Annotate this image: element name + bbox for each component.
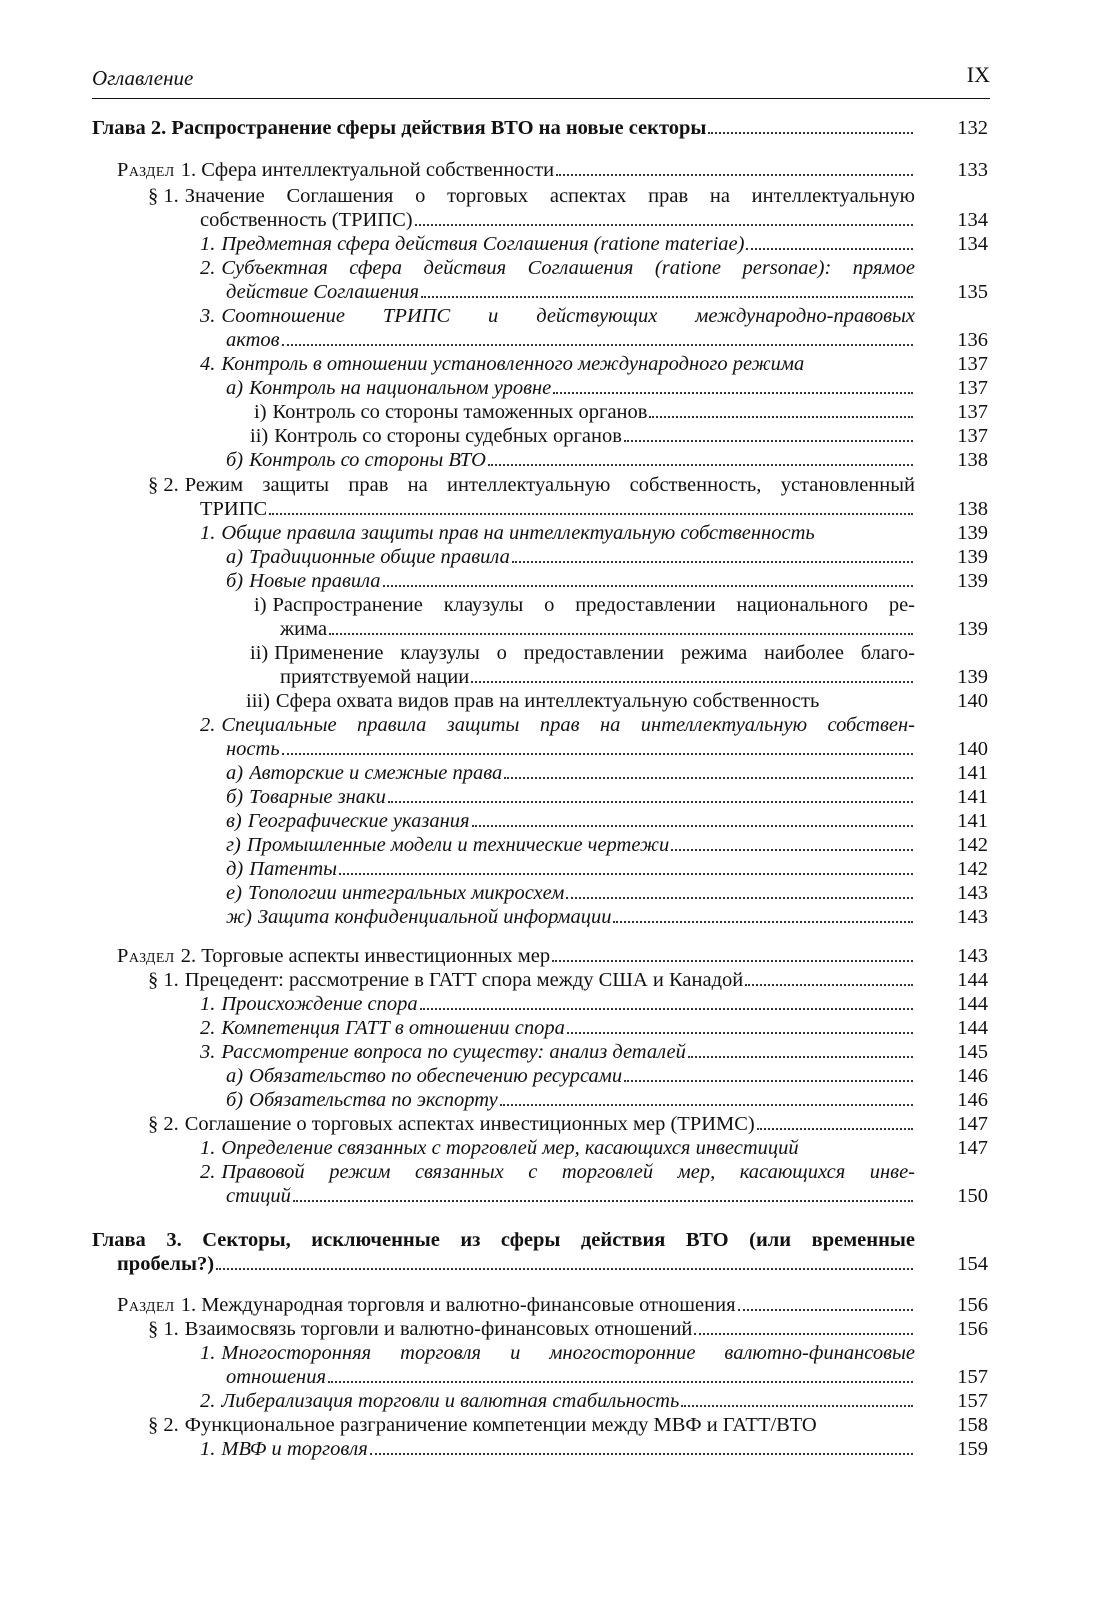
toc-entry bbox=[200, 352, 915, 376]
dot-leader bbox=[567, 1028, 913, 1034]
toc-entry bbox=[200, 1040, 915, 1064]
toc-entry-title: Глава 2. Распространение сферы действия ВТО на новые секторы bbox=[92, 117, 707, 139]
toc-entry bbox=[200, 304, 915, 328]
toc-entry-title: Традиционные общие правила bbox=[249, 546, 510, 568]
toc-entry-number: § 1. bbox=[148, 969, 179, 991]
toc-entry-title: Патенты bbox=[249, 858, 338, 880]
toc-entry-title: Глава 3. Секторы, исключенные из сферы действия ВТО (или временные bbox=[92, 1229, 915, 1251]
dot-leader bbox=[649, 412, 913, 418]
toc-page-number: 141 bbox=[957, 762, 988, 784]
dot-leader bbox=[708, 128, 913, 134]
toc-page-number: 135 bbox=[957, 281, 988, 303]
toc-page-number: 138 bbox=[957, 498, 988, 520]
dot-leader bbox=[681, 1401, 913, 1407]
toc-entry bbox=[200, 256, 915, 280]
toc-entry-number: § 2. bbox=[148, 1113, 179, 1135]
toc-page-number: 143 bbox=[957, 945, 988, 967]
toc-entry-number: § 2. bbox=[148, 1414, 179, 1436]
toc-entry bbox=[226, 833, 915, 857]
toc-entry-title: жима bbox=[280, 618, 328, 640]
toc-page-number: 147 bbox=[957, 1113, 988, 1135]
toc-entry-number: ж) bbox=[226, 906, 252, 928]
toc-entry-title: ность bbox=[226, 738, 280, 760]
toc-entry-number: а) bbox=[226, 762, 244, 784]
dot-leader bbox=[328, 1377, 913, 1383]
toc-page-number: 145 bbox=[957, 1041, 988, 1063]
toc-entry-number: ii) bbox=[250, 642, 269, 664]
toc-entry bbox=[250, 641, 915, 665]
toc-page-number: 146 bbox=[957, 1065, 988, 1087]
toc-page-number: 141 bbox=[957, 786, 988, 808]
toc-entry bbox=[226, 1088, 915, 1112]
toc-entry bbox=[92, 116, 915, 140]
toc-page-number: 139 bbox=[957, 522, 988, 544]
toc-page-number: 158 bbox=[957, 1414, 988, 1436]
toc-entry-title: Предметная сфера действия Соглашения (ratione materiae) bbox=[221, 233, 745, 255]
toc-entry-title: 1. Международная торговля и валютно-финансовые отношения bbox=[180, 1294, 736, 1316]
toc-page-number: 157 bbox=[957, 1390, 988, 1412]
toc-entry-title: Контроль со стороны таможенных органов bbox=[272, 401, 648, 423]
toc-entry-title: приятствуемой нации bbox=[280, 666, 470, 688]
toc-entry-title: отношения bbox=[226, 1366, 326, 1388]
toc-page-number: 146 bbox=[957, 1089, 988, 1111]
toc-entry-number: а) bbox=[226, 546, 244, 568]
toc-entry-title: МВФ и торговля bbox=[221, 1438, 368, 1460]
dot-leader bbox=[552, 956, 913, 962]
toc-page-number: 143 bbox=[957, 882, 988, 904]
toc-entry bbox=[226, 857, 915, 881]
toc-entry-title: Распространение клаузулы о предоставлении национального ре- bbox=[272, 594, 915, 616]
toc-entry-number: 1. bbox=[200, 993, 216, 1015]
toc-entry-title: Многосторонняя торговля и многосторонние валютно-финансовые bbox=[221, 1342, 915, 1364]
toc-entry-number: Раздел bbox=[117, 1294, 175, 1316]
dot-leader bbox=[738, 1305, 914, 1311]
toc-entry-number: б) bbox=[226, 449, 244, 471]
toc-entry-title: Определение связанных с торговлей мер, касающихся инвестиций bbox=[221, 1137, 799, 1159]
toc-entry-title: актов bbox=[226, 329, 280, 351]
toc-entry-title: Авторские и смежные права bbox=[249, 762, 503, 784]
toc-entry bbox=[226, 1365, 915, 1389]
toc-entry-title: Соглашение о торговых аспектах инвестиционных мер (ТРИМС) bbox=[184, 1113, 755, 1135]
toc-entry-number: 4. bbox=[200, 353, 216, 375]
toc-entry-title: Защита конфиденциальной информации bbox=[257, 906, 612, 928]
dot-leader bbox=[471, 677, 913, 683]
toc-entry-number: 1. bbox=[200, 1438, 216, 1460]
toc-entry bbox=[246, 689, 915, 713]
toc-entry-number: б) bbox=[226, 1089, 244, 1111]
toc-page-number: 156 bbox=[957, 1294, 988, 1316]
toc-page-number: 140 bbox=[957, 738, 988, 760]
dot-leader bbox=[566, 893, 913, 899]
toc-page-number: 137 bbox=[957, 377, 988, 399]
toc-entry-number: ii) bbox=[250, 425, 269, 447]
toc-entry bbox=[117, 158, 915, 182]
dot-leader bbox=[269, 509, 913, 515]
header-page-number: IX bbox=[966, 62, 990, 87]
toc-page-number: 144 bbox=[957, 1017, 988, 1039]
toc-page-number: 157 bbox=[957, 1366, 988, 1388]
toc-entry bbox=[200, 1016, 915, 1040]
toc-page-number: 139 bbox=[957, 546, 988, 568]
toc-entry-number: § 1. bbox=[148, 1318, 179, 1340]
dot-leader bbox=[488, 460, 913, 466]
toc-entry bbox=[226, 280, 915, 304]
dot-leader bbox=[216, 1264, 913, 1270]
toc-entry bbox=[117, 944, 915, 968]
toc-entry-title: Происхождение спора bbox=[221, 993, 418, 1015]
toc-entry-number: 2. bbox=[200, 714, 216, 736]
toc-entry bbox=[226, 905, 915, 929]
toc-entry-title: Взаимосвязь торговли и валютно-финансовых отношений bbox=[184, 1318, 693, 1340]
toc-page-number: 139 bbox=[957, 618, 988, 640]
dot-leader bbox=[415, 220, 913, 226]
toc-page-number: 142 bbox=[957, 834, 988, 856]
toc-page-number: 142 bbox=[957, 858, 988, 880]
toc-entry-title: Обязательство по обеспечению ресурсами bbox=[249, 1065, 623, 1087]
dot-leader bbox=[556, 170, 913, 176]
toc-entry-title: Контроль на национальном уровне bbox=[249, 377, 552, 399]
toc-entry-number: б) bbox=[226, 786, 244, 808]
toc-entry-number: 1. bbox=[200, 233, 216, 255]
toc-page-number: 150 bbox=[957, 1185, 988, 1207]
toc-page-number: 139 bbox=[957, 570, 988, 592]
toc-entry-number: 1. bbox=[200, 522, 216, 544]
toc-entry bbox=[200, 1160, 915, 1184]
toc-entry-number: 2. bbox=[200, 1017, 216, 1039]
toc-page-number: 133 bbox=[957, 159, 988, 181]
toc-entry-number: б) bbox=[226, 570, 244, 592]
toc-entry-number: Раздел bbox=[117, 945, 175, 967]
toc-entry-title: Субъектная сфера действия Соглашения (ratione personae): прямое bbox=[221, 257, 915, 279]
toc-page-number: 143 bbox=[957, 906, 988, 928]
toc-page-number: 156 bbox=[957, 1318, 988, 1340]
toc-entry-title: Компетенция ГАТТ в отношении спора bbox=[221, 1017, 565, 1039]
toc-entry bbox=[254, 400, 915, 424]
toc-entry-title: Функциональное разграничение компетенции между МВФ и ГАТТ/ВТО bbox=[184, 1414, 817, 1436]
dot-leader bbox=[688, 1052, 913, 1058]
toc-entry bbox=[226, 881, 915, 905]
toc-entry-number: а) bbox=[226, 1065, 244, 1087]
toc-entry-title: Товарные знаки bbox=[249, 786, 386, 808]
dot-leader bbox=[757, 1124, 913, 1130]
toc-entry bbox=[226, 448, 915, 472]
toc-page-number: 159 bbox=[957, 1438, 988, 1460]
toc-entry-title: собственность (ТРИПС) bbox=[200, 209, 413, 231]
toc-entry-title: стиций bbox=[226, 1185, 291, 1207]
toc-entry-number: 1. bbox=[200, 1342, 216, 1364]
toc-entry-title: Специальные правила защиты прав на интеллектуальную собствен- bbox=[221, 714, 915, 736]
toc-entry bbox=[280, 665, 915, 689]
toc-entry-title: Географические указания bbox=[247, 810, 470, 832]
toc-entry-number: iii) bbox=[246, 690, 270, 712]
dot-leader bbox=[624, 436, 913, 442]
dot-leader bbox=[421, 292, 913, 298]
dot-leader bbox=[512, 557, 913, 563]
toc-page-number: 137 bbox=[957, 425, 988, 447]
dot-leader bbox=[282, 749, 913, 755]
toc-entry-number: а) bbox=[226, 377, 244, 399]
toc-page-number: 144 bbox=[957, 993, 988, 1015]
toc-entry bbox=[200, 1437, 915, 1461]
toc-page-number: 138 bbox=[957, 449, 988, 471]
toc-entry bbox=[200, 992, 915, 1016]
toc-entry bbox=[226, 761, 915, 785]
toc-entry bbox=[148, 1317, 915, 1341]
toc-entry bbox=[200, 208, 915, 232]
dot-leader bbox=[329, 629, 913, 635]
dot-leader bbox=[282, 340, 913, 346]
toc-entry bbox=[200, 1136, 915, 1160]
toc-entry-title: Либерализация торговли и валютная стабильность bbox=[221, 1390, 680, 1412]
toc-entry-title: Значение Соглашения о торговых аспектах прав на интеллектуальную bbox=[184, 185, 915, 207]
toc-entry-title: ТРИПС bbox=[200, 498, 268, 520]
dot-leader bbox=[671, 845, 913, 851]
toc-entry bbox=[200, 713, 915, 737]
toc-entry-title: Рассмотрение вопроса по существу: анализ деталей bbox=[221, 1041, 686, 1063]
toc-entry bbox=[148, 184, 915, 208]
toc-entry-title: действие Соглашения bbox=[226, 281, 419, 303]
toc-entry-title: 1. Сфера интеллектуальной собственности bbox=[180, 159, 555, 181]
toc-page-number: 141 bbox=[957, 810, 988, 832]
toc-entry bbox=[148, 473, 915, 497]
toc-entry-number: 3. bbox=[200, 1041, 216, 1063]
toc-entry-number: 2. bbox=[200, 1390, 216, 1412]
dot-leader bbox=[500, 1100, 913, 1106]
toc-entry bbox=[200, 497, 915, 521]
dot-leader bbox=[339, 869, 913, 875]
toc-entry-number: i) bbox=[254, 594, 267, 616]
toc-page-number: 147 bbox=[957, 1137, 988, 1159]
dot-leader bbox=[293, 1196, 913, 1202]
toc-entry bbox=[226, 737, 915, 761]
dot-leader bbox=[745, 980, 913, 986]
toc-entry-number: 3. bbox=[200, 305, 216, 327]
dot-leader bbox=[553, 388, 913, 394]
header-section-title: Оглавление bbox=[92, 66, 194, 90]
dot-leader bbox=[472, 821, 913, 827]
toc-entry-title: пробелы?) bbox=[117, 1253, 215, 1275]
toc-entry-title: Соотношение ТРИПС и действующих международно-правовых bbox=[221, 305, 915, 327]
toc-entry-title: Промышленные модели и технические чертежи bbox=[246, 834, 670, 856]
toc-entry bbox=[226, 376, 915, 400]
toc-entry-number: е) bbox=[226, 882, 242, 904]
dot-leader bbox=[383, 581, 913, 587]
toc-entry-title: Контроль со стороны ВТО bbox=[249, 449, 486, 471]
toc-entry-number: в) bbox=[226, 810, 242, 832]
toc-entry bbox=[226, 545, 915, 569]
toc-entry-number: § 2. bbox=[148, 474, 179, 496]
toc-entry bbox=[117, 1252, 915, 1276]
toc-entry-number: Раздел bbox=[117, 159, 175, 181]
toc-entry bbox=[250, 424, 915, 448]
toc-entry bbox=[226, 328, 915, 352]
toc-entry-title: Топологии интегральных микросхем bbox=[247, 882, 565, 904]
toc-entry-title: Контроль в отношении установленного международного режима bbox=[221, 353, 805, 375]
toc-entry-number: i) bbox=[254, 401, 267, 423]
dot-leader bbox=[370, 1449, 913, 1455]
toc-entry-title: 2. Торговые аспекты инвестиционных мер bbox=[180, 945, 551, 967]
toc-page-number: 139 bbox=[957, 666, 988, 688]
toc-entry bbox=[200, 521, 915, 545]
toc-entry-title: Прецедент: рассмотрение в ГАТТ спора между США и Канадой bbox=[184, 969, 744, 991]
toc-entry bbox=[226, 785, 915, 809]
toc-entry bbox=[117, 1293, 915, 1317]
toc-entry-title: Контроль со стороны судебных органов bbox=[274, 425, 622, 447]
dot-leader bbox=[624, 1076, 913, 1082]
toc-entry-title: Обязательства по экспорту bbox=[249, 1089, 498, 1111]
dot-leader bbox=[388, 797, 913, 803]
toc-page-number: 134 bbox=[957, 209, 988, 231]
toc-entry-number: § 1. bbox=[148, 185, 179, 207]
toc-page-number: 137 bbox=[957, 353, 988, 375]
toc-page-number: 154 bbox=[957, 1253, 988, 1275]
toc-entry-title: Правовой режим связанных с торговлей мер, касающихся инве- bbox=[221, 1161, 915, 1183]
toc-entry bbox=[148, 1112, 915, 1136]
toc-entry bbox=[200, 232, 915, 256]
toc-entry-title: Новые правила bbox=[249, 570, 381, 592]
toc-entry-title: Применение клаузулы о предоставлении режима наиболее благо- bbox=[274, 642, 915, 664]
toc-entry bbox=[226, 809, 915, 833]
toc-entry-number: д) bbox=[226, 858, 244, 880]
toc-page-number: 136 bbox=[957, 329, 988, 351]
dot-leader bbox=[746, 244, 913, 250]
toc-entry bbox=[148, 1413, 915, 1437]
toc-entry bbox=[280, 617, 915, 641]
toc-entry bbox=[92, 1228, 915, 1252]
toc-entry-number: 2. bbox=[200, 1161, 216, 1183]
toc-entry bbox=[226, 1064, 915, 1088]
dot-leader bbox=[613, 917, 913, 923]
toc-entry bbox=[226, 1184, 915, 1208]
toc-entry-title: Режим защиты прав на интеллектуальную собственность, установленный bbox=[184, 474, 915, 496]
dot-leader bbox=[504, 773, 913, 779]
toc-entry-title: Сфера охвата видов прав на интеллектуальную собственность bbox=[275, 690, 820, 712]
toc-entry bbox=[254, 593, 915, 617]
toc-entry bbox=[200, 1341, 915, 1365]
dot-leader bbox=[694, 1329, 913, 1335]
toc-page-number: 144 bbox=[957, 969, 988, 991]
toc-page-number: 140 bbox=[957, 690, 988, 712]
toc-entry bbox=[226, 569, 915, 593]
toc-entry-number: г) bbox=[226, 834, 241, 856]
toc-page-number: 137 bbox=[957, 401, 988, 423]
toc-page-number: 134 bbox=[957, 233, 988, 255]
dot-leader bbox=[420, 1004, 913, 1010]
toc-entry bbox=[148, 968, 915, 992]
toc-entry-number: 2. bbox=[200, 257, 216, 279]
toc-entry bbox=[200, 1389, 915, 1413]
toc-page-number: 132 bbox=[957, 117, 988, 139]
toc-entry-title: Общие правила защиты прав на интеллектуальную собственность bbox=[221, 522, 815, 544]
toc-entry-number: 1. bbox=[200, 1137, 216, 1159]
